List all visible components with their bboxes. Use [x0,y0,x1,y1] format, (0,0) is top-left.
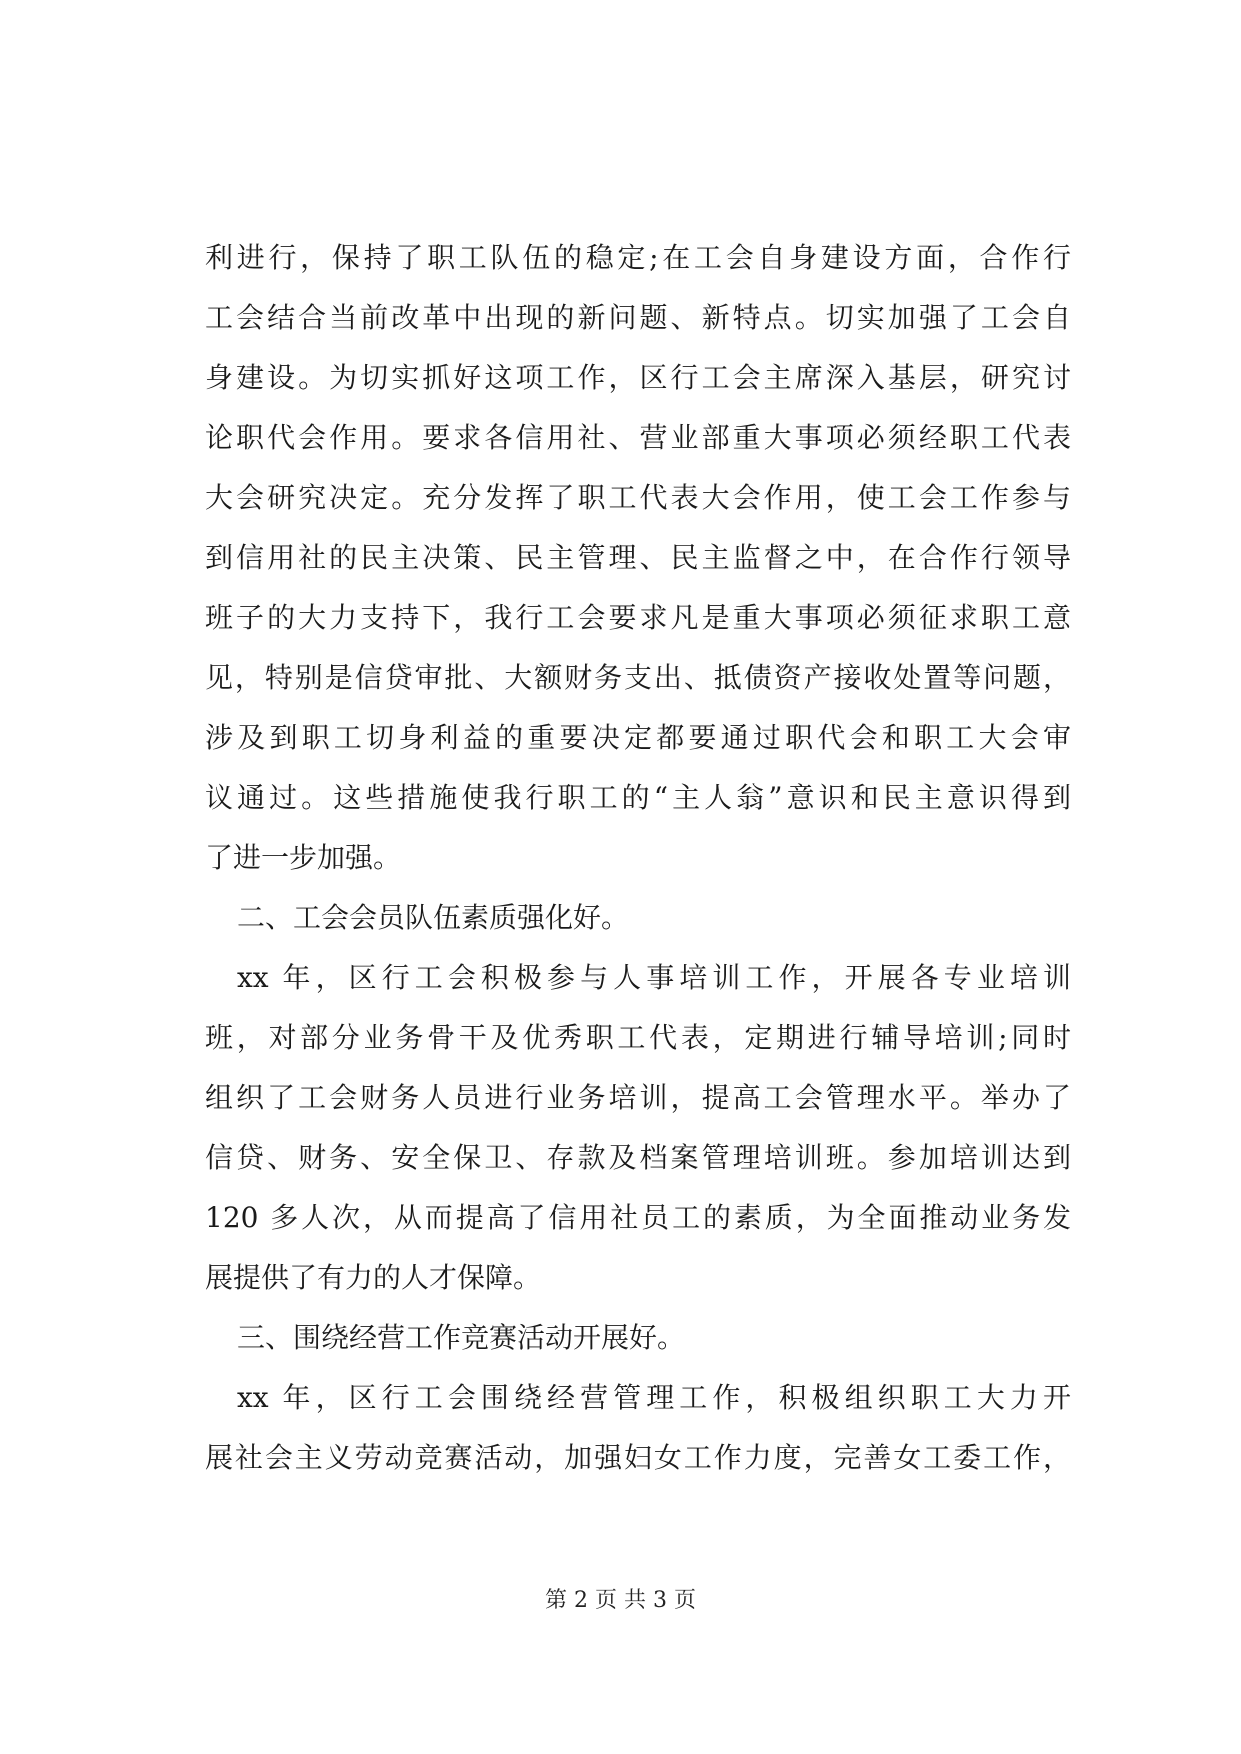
text-line: 120 多人次，从而提高了信用社员工的素质，为全面推动业务发 [205,1201,1071,1234]
document-body [205,228,1071,1488]
text-line: 三、围绕经营工作竞赛活动开展好。 [237,1321,686,1354]
text-line: 涉及到职工切身利益的重要决定都要通过职代会和职工大会审 [205,721,1071,754]
text-line: 利进行，保持了职工队伍的稳定;在工会自身建设方面，合作行 [205,241,1071,274]
page-footer: 第 2 页 共 3 页 [545,1588,696,1613]
text-line: 议通过。这些措施使我行职工的“主人翁”意识和民主意识得到 [205,781,1071,814]
text-line: 班，对部分业务骨干及优秀职工代表，定期进行辅导培训;同时 [205,1021,1071,1054]
text-line: 大会研究决定。充分发挥了职工代表大会作用，使工会工作参与 [205,481,1071,514]
text-line: 展社会主义劳动竞赛活动，加强妇女工作力度，完善女工委工作， [205,1441,1071,1474]
text-line: xx 年，区行工会围绕经营管理工作，积极组织职工大力开 [237,1381,1071,1414]
text-line: 论职代会作用。要求各信用社、营业部重大事项必须经职工代表 [205,421,1071,454]
text-line: 到信用社的民主决策、民主管理、民主监督之中，在合作行领导 [205,541,1071,574]
text-line: 组织了工会财务人员进行业务培训，提高工会管理水平。举办了 [205,1081,1071,1114]
text-line: 见，特别是信贷审批、大额财务支出、抵债资产接收处置等问题， [205,661,1071,694]
text-line: 班子的大力支持下，我行工会要求凡是重大事项必须征求职工意 [205,601,1071,634]
text-line: 工会结合当前改革中出现的新问题、新特点。切实加强了工会自 [205,301,1071,334]
text-line: 二、工会会员队伍素质强化好。 [237,901,630,934]
text-line: 展提供了有力的人才保障。 [205,1261,542,1294]
text-line: 身建设。为切实抓好这项工作，区行工会主席深入基层，研究讨 [205,361,1071,394]
text-line: xx 年，区行工会积极参与人事培训工作，开展各专业培训 [237,961,1071,994]
text-line: 了进一步加强。 [205,841,402,874]
text-line: 信贷、财务、安全保卫、存款及档案管理培训班。参加培训达到 [205,1141,1071,1174]
